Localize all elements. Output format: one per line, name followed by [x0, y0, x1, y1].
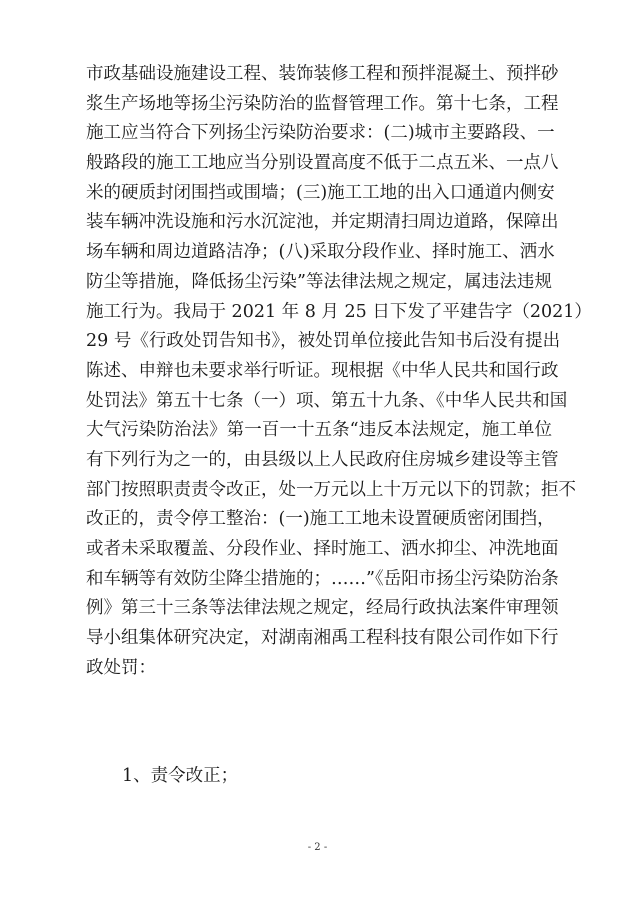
text-line-19: 例》第三十三条等法律法规之规定，经局行政执法案件审理领 [86, 598, 559, 619]
text-line-14: 有下列行为之一的，由县级以上人民政府住房城乡建设等主管 [86, 449, 559, 470]
text-line-5: 米的硬质封闭围挡或围墙；(三)施工工地的出入口通道内侧安 [86, 182, 555, 203]
text-line-12: 处罚法》第五十七条（一）项、第五十九条、《中华人民共和国 [86, 390, 568, 411]
text-line-13: 大气污染防治法》第一百一十五条“违反本法规定，施工单位 [86, 420, 552, 441]
text-line-10: 29 号《行政处罚告知书》，被处罚单位接此告知书后没有提出 [86, 331, 561, 352]
text-line-1: 市政基础设施建设工程、装饰装修工程和预拌混凝土、预拌砂 [86, 64, 559, 84]
text-line-21: 政处罚： [86, 657, 156, 678]
text-line-20: 导小组集体研究决定，对湖南湘禹工程科技有限公司作如下行 [86, 628, 559, 649]
text-line-8: 防尘等措施，降低扬尘污染”等法律法规之规定，属违法违规 [86, 271, 552, 292]
text-line-9: 施工行为。我局于 2021 年 8 月 25 日下发了平建告字（2021） [86, 301, 592, 322]
text-line-16: 改正的，责令停工整治：(一)施工工地未设置硬质密闭围挡， [86, 509, 555, 530]
text-line-2: 浆生产场地等扬尘污染防治的监督管理工作。第十七条，工程 [86, 93, 559, 114]
text-line-15: 部门按照职责责令改正，处一万元以上十万元以下的罚款；拒不 [86, 479, 576, 500]
text-line-6: 装车辆冲洗设施和污水沉淀池，并定期清扫周边道路，保障出 [86, 212, 559, 233]
text-line-18: 和车辆等有效防尘降尘措施的；……”《岳阳市扬尘污染防治条 [86, 568, 559, 589]
text-line-3: 施工应当符合下列扬尘污染防治要求：(二)城市主要路段、一 [86, 123, 555, 144]
text-line-17: 或者未采取覆盖、分段作业、择时施工、洒水抑尘、冲洗地面 [86, 539, 559, 559]
text-line-11: 陈述、申辩也未要求举行听证。现根据《中华人民共和国行政 [86, 360, 559, 381]
body-paragraph [86, 60, 592, 683]
page-number: - 2 - [307, 842, 328, 853]
text-line-4: 般路段的施工工地应当分别设置高度不低于二点五米、一点八 [86, 153, 559, 174]
text-line-7: 场车辆和周边道路洁净；(八)采取分段作业、择时施工、洒水 [86, 242, 555, 263]
penalty-item-1: 1、责令改正； [122, 766, 239, 786]
